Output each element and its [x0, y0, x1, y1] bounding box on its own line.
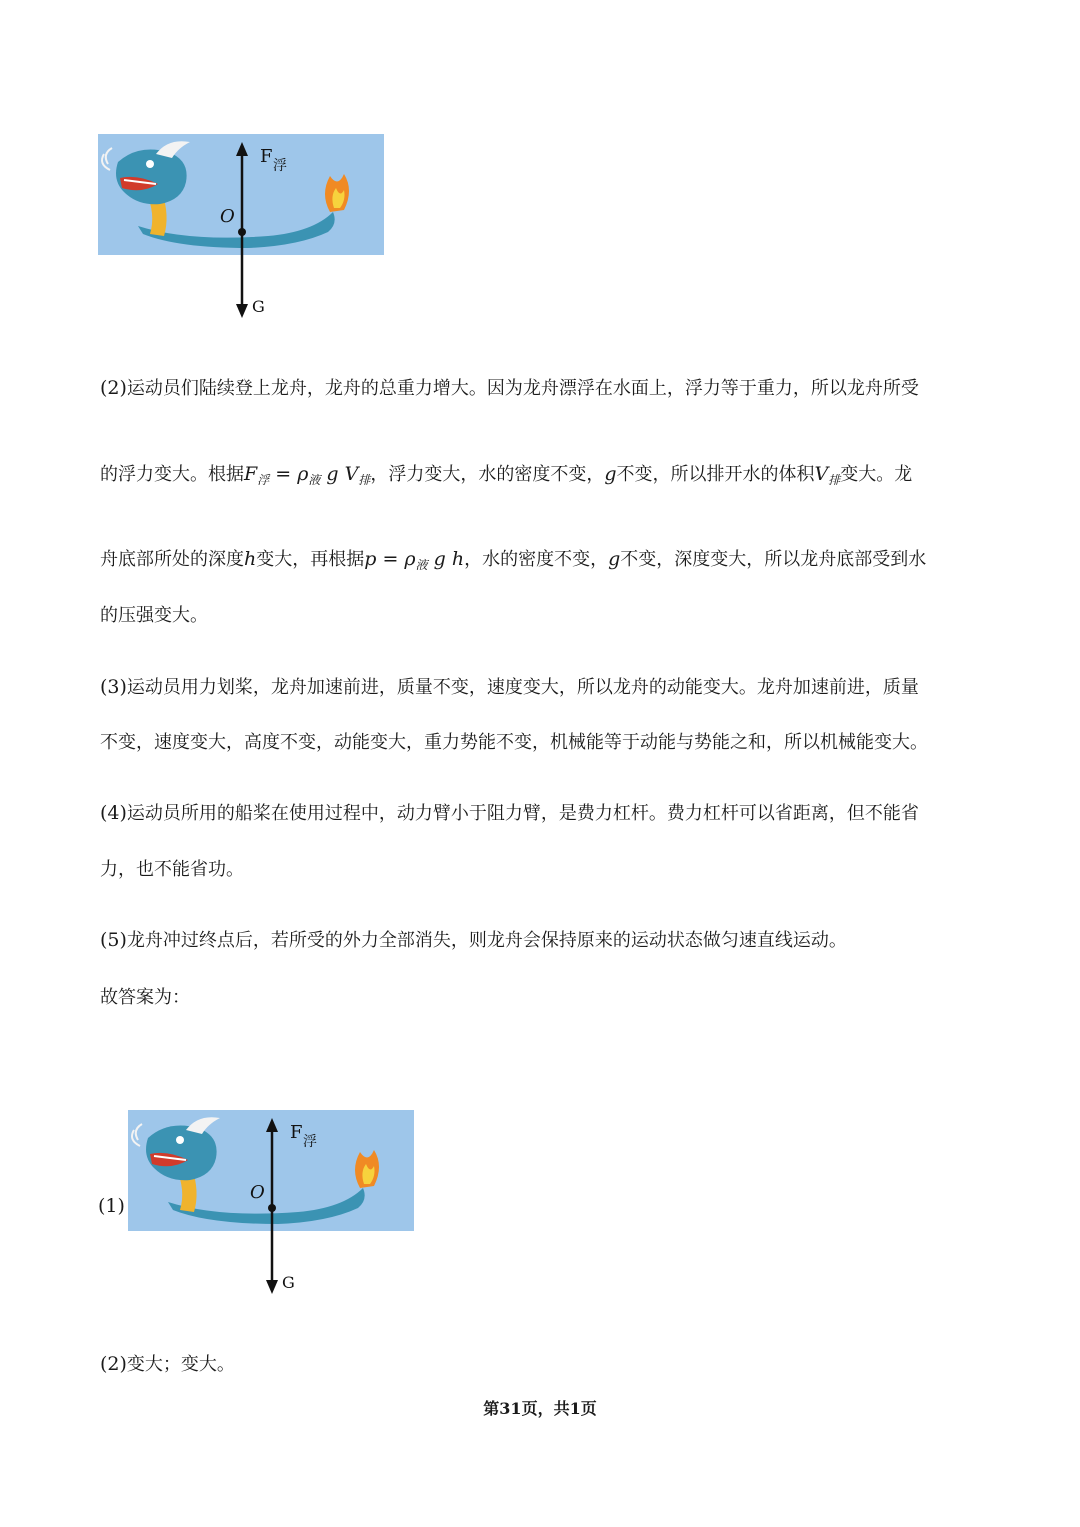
pivot-point [268, 1204, 276, 1212]
buoyancy-formula: $F_浮 = \rho_液$ g $V_排$ [244, 463, 371, 487]
part2-line1 [100, 376, 919, 401]
final-answer-heading: 故答案为： [100, 987, 190, 1008]
part2-text-2a: 的浮力变大。根据 [100, 464, 244, 485]
g-symbol: g [604, 463, 617, 485]
page-footer: 第31页，共1页 [483, 1399, 597, 1418]
part4-number: (4) [100, 802, 127, 824]
pivot-label: O [250, 1182, 265, 1203]
part2-text-3d: 不变，深度变大，所以龙舟底部受到水 [620, 549, 927, 570]
part2-text-2c: 不变，所以排开水的体积 [616, 464, 815, 485]
dragon-boat-force-diagram-bottom [128, 1110, 418, 1300]
dragon-eye [176, 1136, 184, 1144]
dragon-boat-force-diagram-top [98, 134, 388, 324]
part3-text-1: 运动员用力划桨，龙舟加速前进，质量不变，速度变大，所以龙舟的动能变大。龙舟加速前进，质量 [126, 677, 919, 698]
pivot-label: O [220, 206, 235, 227]
buoyancy-subscript: 浮 [273, 158, 287, 174]
part2-number: (2) [100, 377, 127, 399]
final-part2 [100, 1352, 235, 1377]
part5-text-1: 龙舟冲过终点后，若所受的外力全部消失，则龙舟会保持原来的运动状态做匀速直线运动。 [126, 930, 847, 951]
part2-text-2b: ，浮力变大，水的密度不变， [370, 464, 605, 485]
part4-line2: 力，也不能省功。 [100, 859, 244, 880]
gravity-label: G [282, 1273, 295, 1292]
part5-line1 [100, 928, 847, 953]
final-part2-number: (2) [100, 1353, 127, 1375]
buoyancy-label: F [290, 1122, 303, 1143]
part4-line1 [100, 801, 919, 826]
buoyancy-subscript: 浮 [303, 1134, 317, 1150]
part2-text-3c: ，水的密度不变， [464, 549, 609, 570]
part3-number: (3) [100, 676, 127, 698]
dragon-eye [146, 160, 154, 168]
part2-text-1: 运动员们陆续登上龙舟，龙舟的总重力增大。因为龙舟漂浮在水面上，浮力等于重力，所以龙舟所受 [126, 378, 919, 399]
g-symbol-2: g [608, 548, 621, 570]
part2-line2 [100, 462, 912, 492]
h-symbol: h [244, 548, 257, 570]
pivot-point [238, 228, 246, 236]
pressure-formula: $p = \rho_液$ g h [364, 548, 465, 572]
part2-text-3b: 变大，再根据 [256, 549, 365, 570]
part3-line2: 不变，速度变大，高度不变，动能变大，重力势能不变，机械能等于动能与势能之和，所以机械能变大。 [100, 732, 928, 753]
part2-text-3a: 舟底部所处的深度 [100, 549, 244, 570]
part4-text-1: 运动员所用的船桨在使用过程中，动力臂小于阻力臂，是费力杠杆。费力杠杆可以省距离，但不能省 [126, 803, 919, 824]
part2-line4: 的压强变大。 [100, 605, 208, 626]
buoyancy-label: F [260, 146, 273, 167]
v-displaced-symbol: $V_排$ [814, 463, 841, 487]
gravity-label: G [252, 297, 265, 316]
final-part2-text: 变大；变大。 [126, 1354, 235, 1375]
part3-line1 [100, 675, 919, 700]
part2-text-2d: 变大。龙 [840, 464, 913, 485]
part5-number: (5) [100, 929, 127, 951]
part2-line3 [100, 547, 926, 577]
down-arrow-head-icon [266, 1280, 278, 1294]
down-arrow-head-icon [236, 304, 248, 318]
final-part1-number: (1) [98, 1195, 125, 1217]
